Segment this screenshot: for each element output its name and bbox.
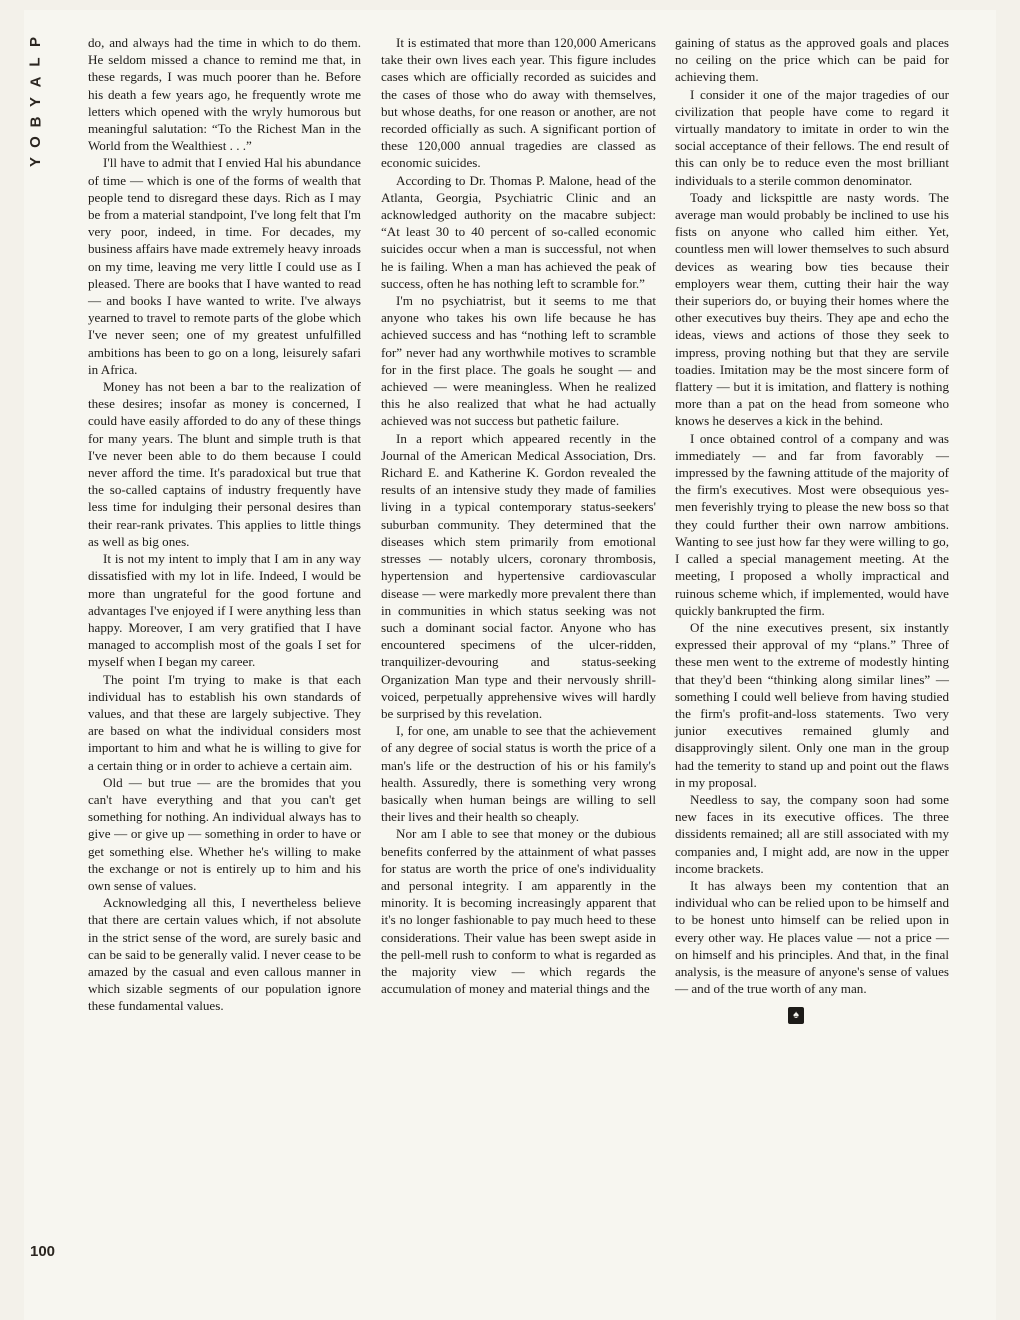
masthead-letter: O: [26, 136, 44, 148]
text-column-3: [675, 34, 949, 1024]
paragraph: According to Dr. Thomas P. Malone, head of the Atlanta, Georgia, Psychiatric Clinic and an acknowledged authority on the macabre subject: “At least 30 to 40 percent of so-called economic suicides occur when a man is successful, not when he is failing. When a man has achieved the peak of success, often he has nothing left to scramble for.”: [381, 172, 656, 291]
paragraph: I'm no psychiatrist, but it seems to me that anyone who takes his own life because he has achieved success and has “nothing left to scramble for” never had any worthwhile motives to scramble for in the first place. The goals he sought — and achieved — were meaningless. When he realized this he also realized that what he had actually achieved was not success but pathetic failure.: [381, 293, 656, 429]
paragraph: Acknowledging all this, I nevertheless believe that there are certain values which, if not absolute in the strict sense of the word, are surely basic and can be said to be generally valid. I never cease to be amazed by the casual and even callous manner in which sizable segments of our population ignore these fundamental values.: [88, 895, 361, 1014]
masthead-letter: Y: [26, 156, 44, 168]
paragraph: gaining of status as the approved goals and places no ceiling on the price which can be paid for achieving them.: [675, 35, 949, 85]
paragraph: Old — but true — are the bromides that you can't have everything and that you can't get something for nothing. An individual always has to give — or give up — something in order to have or get something else. Whether he's willing to make the exchange or not is entirely up to him and his own sense of values.: [88, 774, 361, 893]
text-column-2: [381, 34, 656, 997]
paragraph: Toady and lickspittle are nasty words. The average man would probably be inclined to use his fists on anyone who called him either. Yet, countless men will lower themselves to such absurd devices as wearing bow ties because their employers wear them, cutting their hair the way their superiors do, or buying their homes where the other executives buy theirs. They ape and echo the ideas, views and actions of those they seek to impress, proving nothing but that they are servile toadies. Imitation may be the most sincere form of flattery — but it is imitation, and flattery is nothing more than a pat on the head from someone who knows he deserves a kick in the behind.: [675, 189, 949, 429]
paragraph: Needless to say, the company soon had some new faces in its executive offices. The three dissidents remained; all are still associated with my companies and, I might add, are now in the upper income brackets.: [675, 791, 949, 876]
masthead-letter: P: [26, 36, 44, 48]
paragraph: do, and always had the time in which to do them. He seldom missed a chance to remind me that, in these regards, I was much poorer than he. Before his death a few years ago, he frequently wrote me letters which opened with the wryly humorous but meaningful salutation: “To the Richest Man in the World from the Wealthiest . . .”: [88, 35, 361, 154]
paragraph: I'll have to admit that I envied Hal his abundance of time — which is one of the forms of wealth that people tend to disregard these days. Rich as I may be from a material standpoint, I've long felt that I'm very poor, indeed, in time. For decades, my business affairs have made extremely heavy inroads on my time, leaving me very little I could use as I pleased. There are books that I have wanted to read — and books I have wanted to write. I've always yearned to travel to remote parts of the globe which I've never seen; one of my greatest unfulfilled ambitions has been to go on a long, leisurely safari in Africa.: [88, 155, 361, 377]
paragraph: It is not my intent to imply that I am in any way dissatisfied with my lot in life. Indeed, I would be more than ungrateful for the good fortune and advantages I've enjoyed if I were anything less than happy. Moreover, I am very gratified that I have managed to accomplish most of the goals I set for myself when I began my career.: [88, 551, 361, 670]
masthead-letter: L: [26, 57, 44, 67]
paragraph: I, for one, am unable to see that the achievement of any degree of social status is worth the price of a man's life or the destruction of his or his family's health. Assuredly, there is something very wrong basically when human beings are willing to sell their lives and their health so cheaply.: [381, 723, 656, 825]
paragraph: I consider it one of the major tragedies of our civilization that people have come to regard it virtually mandatory to imitate in order to win the social acceptance of their fellows. The end result of this can only be to reduce even the most brilliant individuals to a sterile common denominator.: [675, 86, 949, 188]
masthead-letter: B: [27, 116, 44, 128]
paragraph: It has always been my contention that an individual who can be relied upon to be himself and to be honest unto himself can be relied upon in every other way. He places value — not a price — on himself and his principles. And that, in the final analysis, is the measure of anyone's sense of values — and of the true worth of any man.: [675, 877, 949, 997]
masthead-letter: A: [27, 76, 44, 88]
text-column-1: [88, 34, 361, 1015]
paragraph: The point I'm trying to make is that each individual has to establish his own standards of values, and that these are largely subjective. They are based on what the individual considers most important to him and what he is willing to give for a certain thing or in order to achieve a certain aim.: [88, 671, 361, 773]
paragraph: I once obtained control of a company and was immediately — and far from favorably — impressed by the fawning attitude of the majority of the firm's executives. Most were obsequious yes-men feverishly trying to please the new boss so that they could further their own narrow ambitions. Wanting to see just how far they were willing to go, I called a special management meeting. At the meeting, I proposed a wholly impractical and ruinous scheme which, if implemented, would have quickly bankrupted the firm.: [675, 430, 949, 618]
masthead-letter: Y: [26, 96, 44, 108]
rabbit-logo-icon: ♠: [788, 1007, 804, 1024]
paragraph: Of the nine executives present, six instantly expressed their approval of my “plans.” Three of these men went to the extreme of modestly hinting that they'd been “thinking along similar lines” — something I could well believe from having studied the firm's profit-and-loss statements. Two very junior executives remained glumly and disapprovingly silent. Only one man in the group had the temerity to stand up and point out the flaws in my proposal.: [675, 619, 949, 790]
paragraph: Nor am I able to see that money or the dubious benefits conferred by the attainment of what passes for status are worth the price of one's individuality and personal integrity. I am apparently in the minority. It is becoming increasingly apparent that it's no longer fashionable to pay much heed to these considerations. Their value has been swept aside in the pell-mell rush to conform to what is regarded as the majority view — which regards the accumulation of money and material things and the: [381, 826, 656, 997]
masthead: [28, 32, 44, 172]
paragraph: In a report which appeared recently in the Journal of the American Medical Association, Drs. Richard E. and Katherine K. Gordon revealed the results of an intensive study they made of families living in a typical contemporary status-seekers' suburban community. They determined that the diseases which stem primarily from emotional stresses — notably ulcers, coronary thrombosis, hypertension and hypertensive cardiovascular disease — were markedly more prevalent there than in communities in which status seeking was not such a dominant social factor. Anyone who has encountered specimens of the ulcer-ridden, tranquilizer-devouring and status-seeking Organization Man type and their nervously shrill-voiced, perpetually apprehensive wives will hardly be surprised by this revelation.: [381, 430, 656, 721]
page-number: 100: [30, 1243, 56, 1260]
paragraph: Money has not been a bar to the realization of these desires; insofar as money is concerned, I could have easily afforded to do any of these things for many years. The blunt and simple truth is that I've never been able to do them because I could never afford the time. It's paradoxical but true that the so-called captains of industry frequently have less time for indulging their personal desires than their rear-rank privates. This applies to little things as well as big ones.: [88, 379, 361, 549]
paragraph: It is estimated that more than 120,000 Americans take their own lives each year. This figure includes cases which are officially recorded as suicides and the cases of those who do away with themselves, but whose deaths, for one reason or another, are not recorded officially as such. A significant portion of these 120,000 annual tragedies are classed as economic suicides.: [381, 35, 656, 171]
